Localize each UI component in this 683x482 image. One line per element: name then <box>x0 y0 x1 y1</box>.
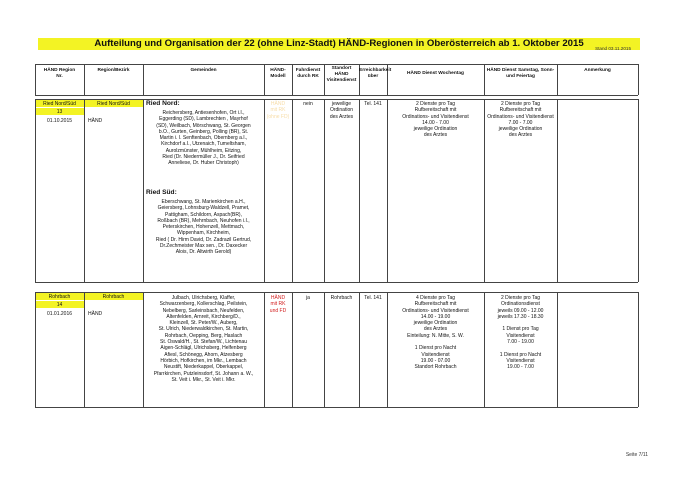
header-anmerkung: Anmerkung <box>584 68 611 73</box>
region-start-date: 01.01.2016 <box>46 311 73 317</box>
erreichbarkeit-value: Tel. 141 <box>364 295 382 301</box>
wochenende-dienst: 2 Dienste pro Tag Rufbereitschaft mit Ordinations- und Visitendienst 7.00 - 7.00 jeweilige Ordination des Arztes <box>487 101 554 139</box>
page-number: Seite 7/11 <box>625 452 648 458</box>
bezirk-type: HÄND <box>88 311 103 317</box>
header-standort: Standort HÄND Visitendienst <box>326 66 357 83</box>
page-title: Aufteilung und Organisation der 22 (ohne Linz-Stadt) HÄND-Regionen in Oberösterreich ab 1. Oktober 2015 <box>38 38 640 50</box>
bezirk-name: Rohrbach <box>102 293 125 300</box>
header-fahrdienst: Fahrdienst durch RK <box>295 68 321 79</box>
wochenende-dienst: 2 Dienste pro Tag Ordinationsdienst jeweils 09.00 - 12.00 jeweils 17.30 - 18.30 1 Dienst pro Tag Visitendienst 7.00 - 19.00 1 Dienst pro Nacht Visitendienst 19.00 - 7.00 <box>497 295 544 371</box>
region-name: Rohrbach <box>48 293 71 300</box>
bezirk-type: HÄND <box>88 118 103 124</box>
ried-sued-title: Ried Süd: <box>146 189 177 196</box>
erreichbarkeit-value: Tel. 141 <box>364 101 382 107</box>
region-start-date: 01.10.2015 <box>46 118 73 124</box>
header-erreichbarkeit: Erreichbarkeit über <box>359 68 392 79</box>
region-number: 14 <box>56 301 63 308</box>
header-gemeinden: Gemeinden <box>190 68 217 73</box>
ried-sued-municipalities: Eberschwang, St. Marienkirchen a.H., Geiersberg, Lohnsburg-Waldzell, Pramet, Pattigham, Schildorn, Aspach(BR), Roßbach (BR), Mehrnbach, Neuhofen i.I., Peterskirchen, Hohenzell, Mettmach, Wippenham, Kirchheim, Ried ( Dr. Hirm David, Dr. Zadrazil Gertrud, Dr.Zechmeister Max sen., Dr. Daxecker Alois, Dr. Altwirth Gerold) <box>155 199 252 256</box>
wochentag-dienst: 2 Dienste pro Tag Rufbereitschaft mit Ordinations- und Visitendienst 14.00 - 7.00 jeweilige Ordination des Arztes <box>402 101 469 139</box>
fahrdienst-value: ja <box>306 295 310 301</box>
standort-value: jeweilige Ordination des Arztes <box>329 101 354 120</box>
header-wochentag: HÄND Dienst Wochentag <box>407 71 464 76</box>
bezirk-name: Ried Nord/Süd <box>97 100 130 107</box>
header-wochenende: HÄND Dienst Samstag, Sonn- und Feiertag <box>486 68 555 79</box>
region-name: Ried Nord/Süd <box>43 100 76 107</box>
stand-date: Stand 03.11.2015 <box>595 46 631 51</box>
header-region: HÄND Region Nr. <box>43 68 76 79</box>
modell-value: HÄND mit RK und FD <box>269 295 287 314</box>
header-modell: HÄND- Modell <box>270 68 286 79</box>
standort-value: Rohrbach <box>330 295 353 301</box>
region-number: 13 <box>56 108 63 115</box>
ried-nord-municipalities: Reichersberg, Antiesenhofen, Ort i.I., Eggerding (SD), Lambrechten , Mayrhof (SD), Weilbach, Mörschwang, St. Georgen b.O., Gurten, Geinberg, Polling (BR), St. Martin i. I. Senftenbach, Obernberg a.I., Kirchdorf a.I., Utzenaich, Tumeltsham, Aurolzmünster, Mühlheim, Eitzing, Ried (Dr. Niedermüller J., Dr. Seifried Anneliese, Dr. Huber Christoph) <box>156 110 251 167</box>
header-bezirk: Region/Bezirk <box>97 68 130 73</box>
fahrdienst-value: nein <box>303 101 313 107</box>
modell-value: HÄND mit RK (ohne FD) <box>266 101 290 120</box>
ried-nord-title: Ried Nord: <box>146 100 180 107</box>
rohrbach-municipalities: Julbach, Ulrichsberg, Klaffer, Schwarzenberg, Kollerschlag, Peilstein, Nebelberg, Sarleinsbach, Neufelden, Altenfelden, Arnreit, Kirchberg/D., Kleinzell, St. Peter/W., Auberg, St. Ulrich, Niederwaldkirchen, St. Martin, Rohrbach, Oepping, Berg, Haslach St. Oswald/H., St. Stefan/W., Lichtenau Aigen-Schlägl, Ulrichsberg, Helfenberg Afiesl, Schönegg, Ahorn, Atzesberg Hörbich, Hofkirchen, im Mkr., Lembach Neustift, Niederkappel, Oberkappel, Pfarrkirchen, Putzleinsdorf, St. Johann a. W., St. Veit i. Mkr., St. Veit i. Mkr. <box>153 295 254 383</box>
wochentag-dienst: 4 Dienste pro Tag Rufbereitschaft mit Ordinations- und Visitendienst 14.00 - 19.00 jeweilige Ordination des Arztes Einteilung: N. Mitte, S. W. 1 Dienst pro Nacht Visitendienst 19.00 - 07.00 Standort Rohrbach <box>402 295 469 371</box>
